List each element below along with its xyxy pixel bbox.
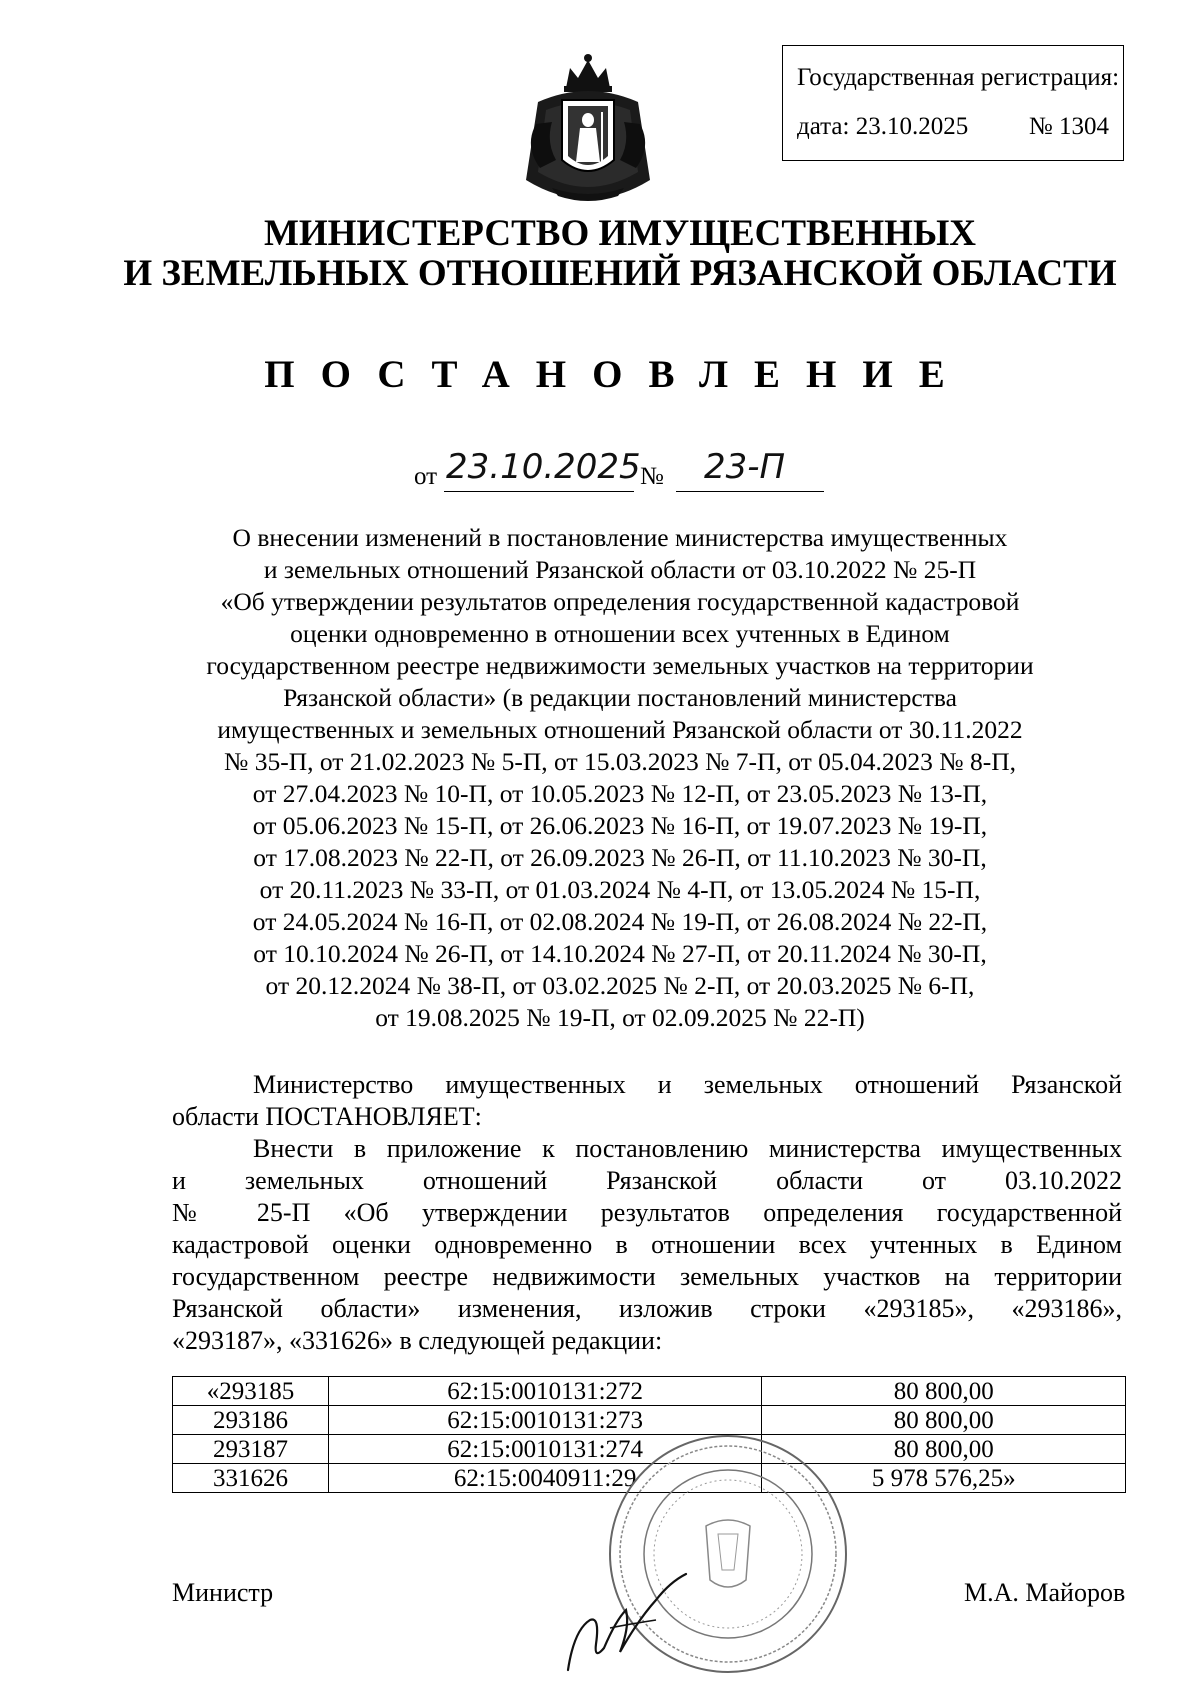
ryazan-coat-of-arms-icon xyxy=(518,50,658,210)
signatory-position: Министр xyxy=(172,1578,274,1607)
title-line: от 20.11.2023 № 33-П, от 01.03.2024 № 4-П, от 13.05.2024 № 15-П, xyxy=(259,875,981,904)
table-cell-row-number: 331626 xyxy=(173,1464,329,1493)
decree-number-label: № xyxy=(640,463,664,490)
decree-date-handwritten: 23.10.2025 xyxy=(446,447,641,487)
table-cell-cadastral-number: 62:15:0010131:274 xyxy=(328,1435,762,1464)
body-paragraph-1-line-1: Министерство имущественных и земельных отношений Рязанской xyxy=(253,1070,1122,1099)
registration-date: дата: 23.10.2025 xyxy=(797,113,969,140)
table-cell-row-number: «293185 xyxy=(173,1377,329,1406)
title-line: от 10.10.2024 № 26-П, от 14.10.2024 № 27-П, от 20.11.2024 № 30-П, xyxy=(253,939,987,968)
table-cell-value: 80 800,00 xyxy=(762,1406,1126,1435)
table-cell-cadastral-number: 62:15:0010131:273 xyxy=(328,1406,762,1435)
title-line: от 19.08.2025 № 19-П, от 02.09.2025 № 22-П) xyxy=(375,1003,865,1032)
title-line: от 27.04.2023 № 10-П, от 10.05.2023 № 12-П, от 23.05.2023 № 13-П, xyxy=(252,779,988,808)
title-line: от 20.12.2024 № 38-П, от 03.02.2025 № 2-П, от 20.03.2025 № 6-П, xyxy=(265,971,975,1000)
handwritten-signature-icon xyxy=(560,1560,750,1680)
body-paragraph-2-line: Внести в приложение к постановлению министерства имущественных xyxy=(253,1134,1122,1163)
registration-box xyxy=(782,45,1124,161)
body-paragraph-2-line: кадастровой оценки одновременно в отношении всех учтенных в Едином xyxy=(172,1230,1122,1259)
ministry-name-line-2: И ЗЕМЕЛЬНЫХ ОТНОШЕНИЙ РЯЗАНСКОЙ ОБЛАСТИ xyxy=(123,253,1117,294)
title-line: государственном реестре недвижимости земельных участков на территории xyxy=(206,651,1034,680)
ministry-name-line-1: МИНИСТЕРСТВО ИМУЩЕСТВЕННЫХ xyxy=(263,213,977,254)
decree-number-handwritten: 23-П xyxy=(704,447,786,487)
body-paragraph-2-line: Рязанской области» изменения, изложив строки «293185», «293186», xyxy=(172,1294,1122,1323)
table-cell-cadastral-number: 62:15:0010131:272 xyxy=(328,1377,762,1406)
title-line: «Об утверждении результатов определения государственной кадастровой xyxy=(220,587,1020,616)
title-line: от 24.05.2024 № 16-П, от 02.08.2024 № 19-П, от 26.08.2024 № 22-П, xyxy=(252,907,988,936)
body-paragraph-2-line: «293187», «331626» в следующей редакции: xyxy=(172,1326,663,1355)
body-paragraph-2-line: № 25-П «Об утверждении результатов определения государственной xyxy=(172,1198,1122,1227)
title-line: № 35-П, от 21.02.2023 № 5-П, от 15.03.2023 № 7-П, от 05.04.2023 № 8-П, xyxy=(224,747,1016,776)
decree-from-label: от xyxy=(414,463,438,490)
title-line: О внесении изменений в постановление министерства имущественных xyxy=(232,523,1008,552)
title-line: от 17.08.2023 № 22-П, от 26.09.2023 № 26-П, от 11.10.2023 № 30-П, xyxy=(253,843,987,872)
title-line: от 05.06.2023 № 15-П, от 26.06.2023 № 16-П, от 19.07.2023 № 19-П, xyxy=(252,811,988,840)
decree-number-underline xyxy=(676,491,824,492)
table-cell-value: 80 800,00 xyxy=(762,1435,1126,1464)
title-line: оценки одновременно в отношении всех учтенных в Едином xyxy=(290,619,950,648)
body-paragraph-1-line-2: области ПОСТАНОВЛЯЕТ: xyxy=(172,1102,482,1131)
table-cell-value: 5 978 576,25» xyxy=(762,1464,1126,1493)
table-cell-cadastral-number: 62:15:0040911:29 xyxy=(328,1464,762,1493)
table-cell-row-number: 293186 xyxy=(173,1406,329,1435)
registration-title: Государственная регистрация: xyxy=(797,64,1120,91)
body-paragraph-2-line: и земельных отношений Рязанской области от 03.10.2022 xyxy=(172,1166,1122,1195)
body-paragraph-2-line: государственном реестре недвижимости земельных участков на территории xyxy=(172,1262,1122,1291)
table-cell-row-number: 293187 xyxy=(173,1435,329,1464)
registration-number: № 1304 xyxy=(1028,113,1109,140)
document-type: ПОСТАНОВЛЕНИЕ xyxy=(264,353,971,396)
table-row xyxy=(173,1377,1126,1406)
title-line: и земельных отношений Рязанской области от 03.10.2022 № 25-П xyxy=(263,555,977,584)
table-cell-value: 80 800,00 xyxy=(762,1377,1126,1406)
signatory-name: М.А. Майоров xyxy=(964,1578,1126,1607)
title-line: имущественных и земельных отношений Рязанской области от 30.11.2022 xyxy=(217,715,1023,744)
title-line: Рязанской области» (в редакции постановлений министерства xyxy=(283,683,957,712)
decree-date-underline xyxy=(444,491,634,492)
